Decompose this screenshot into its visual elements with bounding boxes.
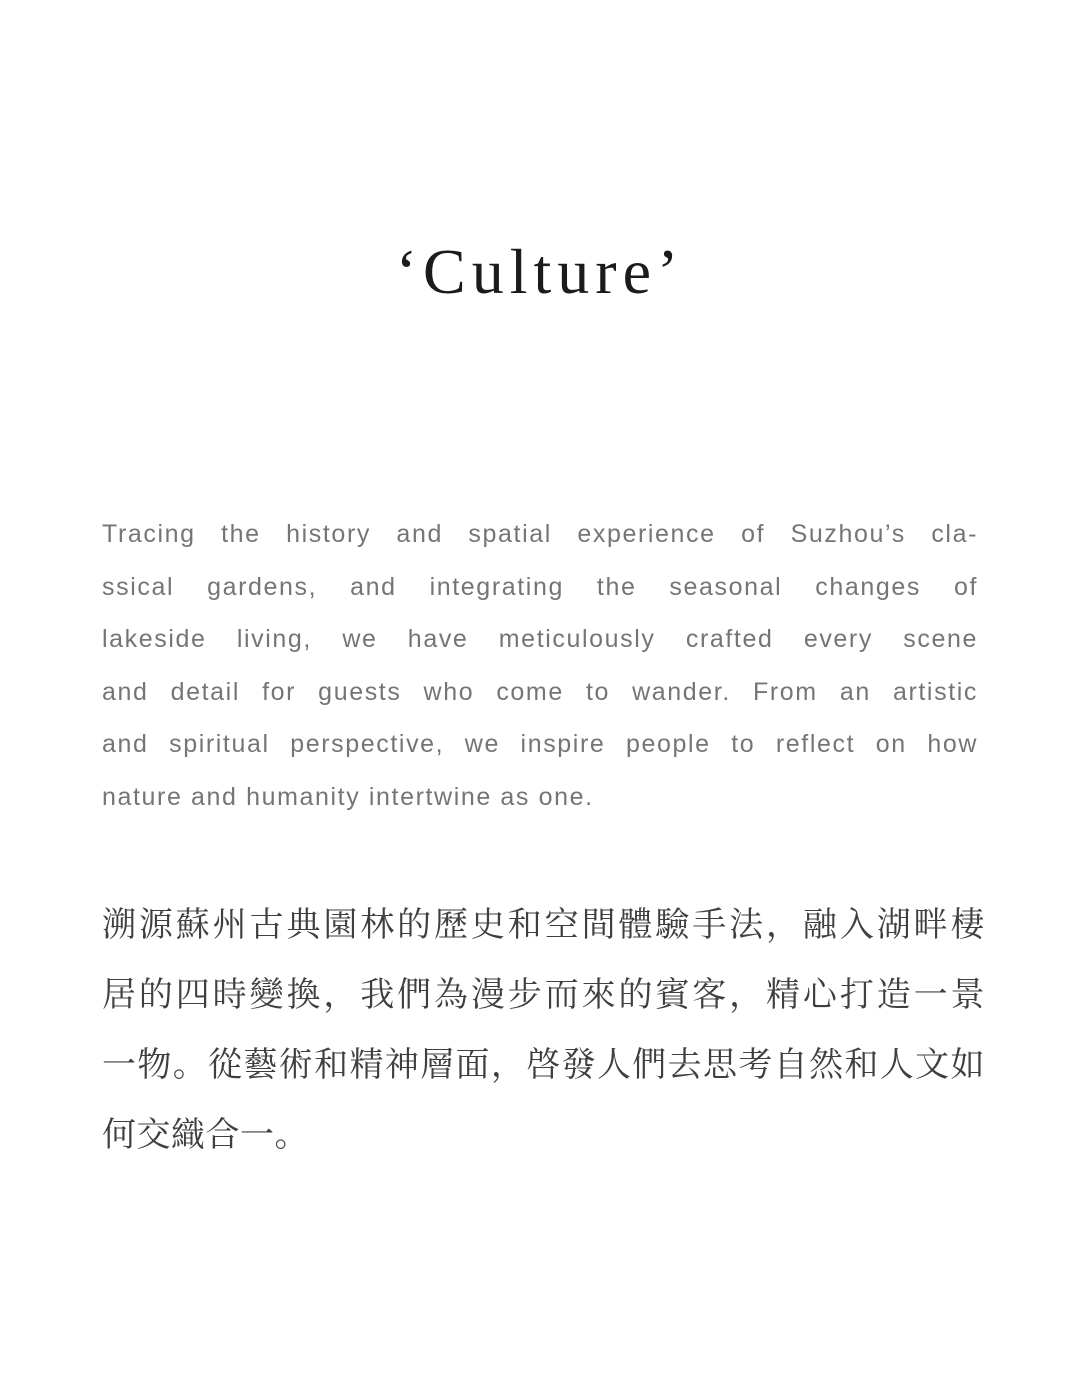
paragraph-line: and spiritual perspective, we inspire people to reflect on how [102, 730, 978, 759]
paragraph-line: 何交織合一。 [102, 1115, 309, 1154]
paragraph-line: lakeside living, we have meticulously crafted every scene [102, 625, 978, 654]
paragraph-line: nature and humanity intertwine as one. [102, 782, 594, 811]
page-title: ‘Culture’ [395, 236, 685, 307]
english-paragraph [102, 508, 978, 824]
paragraph-line: Tracing the history and spatial experience of Suzhou’s cla- [102, 520, 978, 548]
paragraph-line: 溯源蘇州古典園林的歷史和空間體驗手法，融入湖畔棲 [102, 905, 985, 944]
chinese-paragraph [102, 890, 985, 1170]
paragraph-line: ssical gardens, and integrating the seasonal changes of [102, 572, 978, 601]
paragraph-line: and detail for guests who come to wander. From an artistic [102, 677, 978, 706]
paragraph-line: 居的四時變換，我們為漫步而來的賓客，精心打造一景 [102, 975, 985, 1014]
paragraph-line: 一物。從藝術和精神層面，啓發人們去思考自然和人文如 [102, 1045, 985, 1084]
